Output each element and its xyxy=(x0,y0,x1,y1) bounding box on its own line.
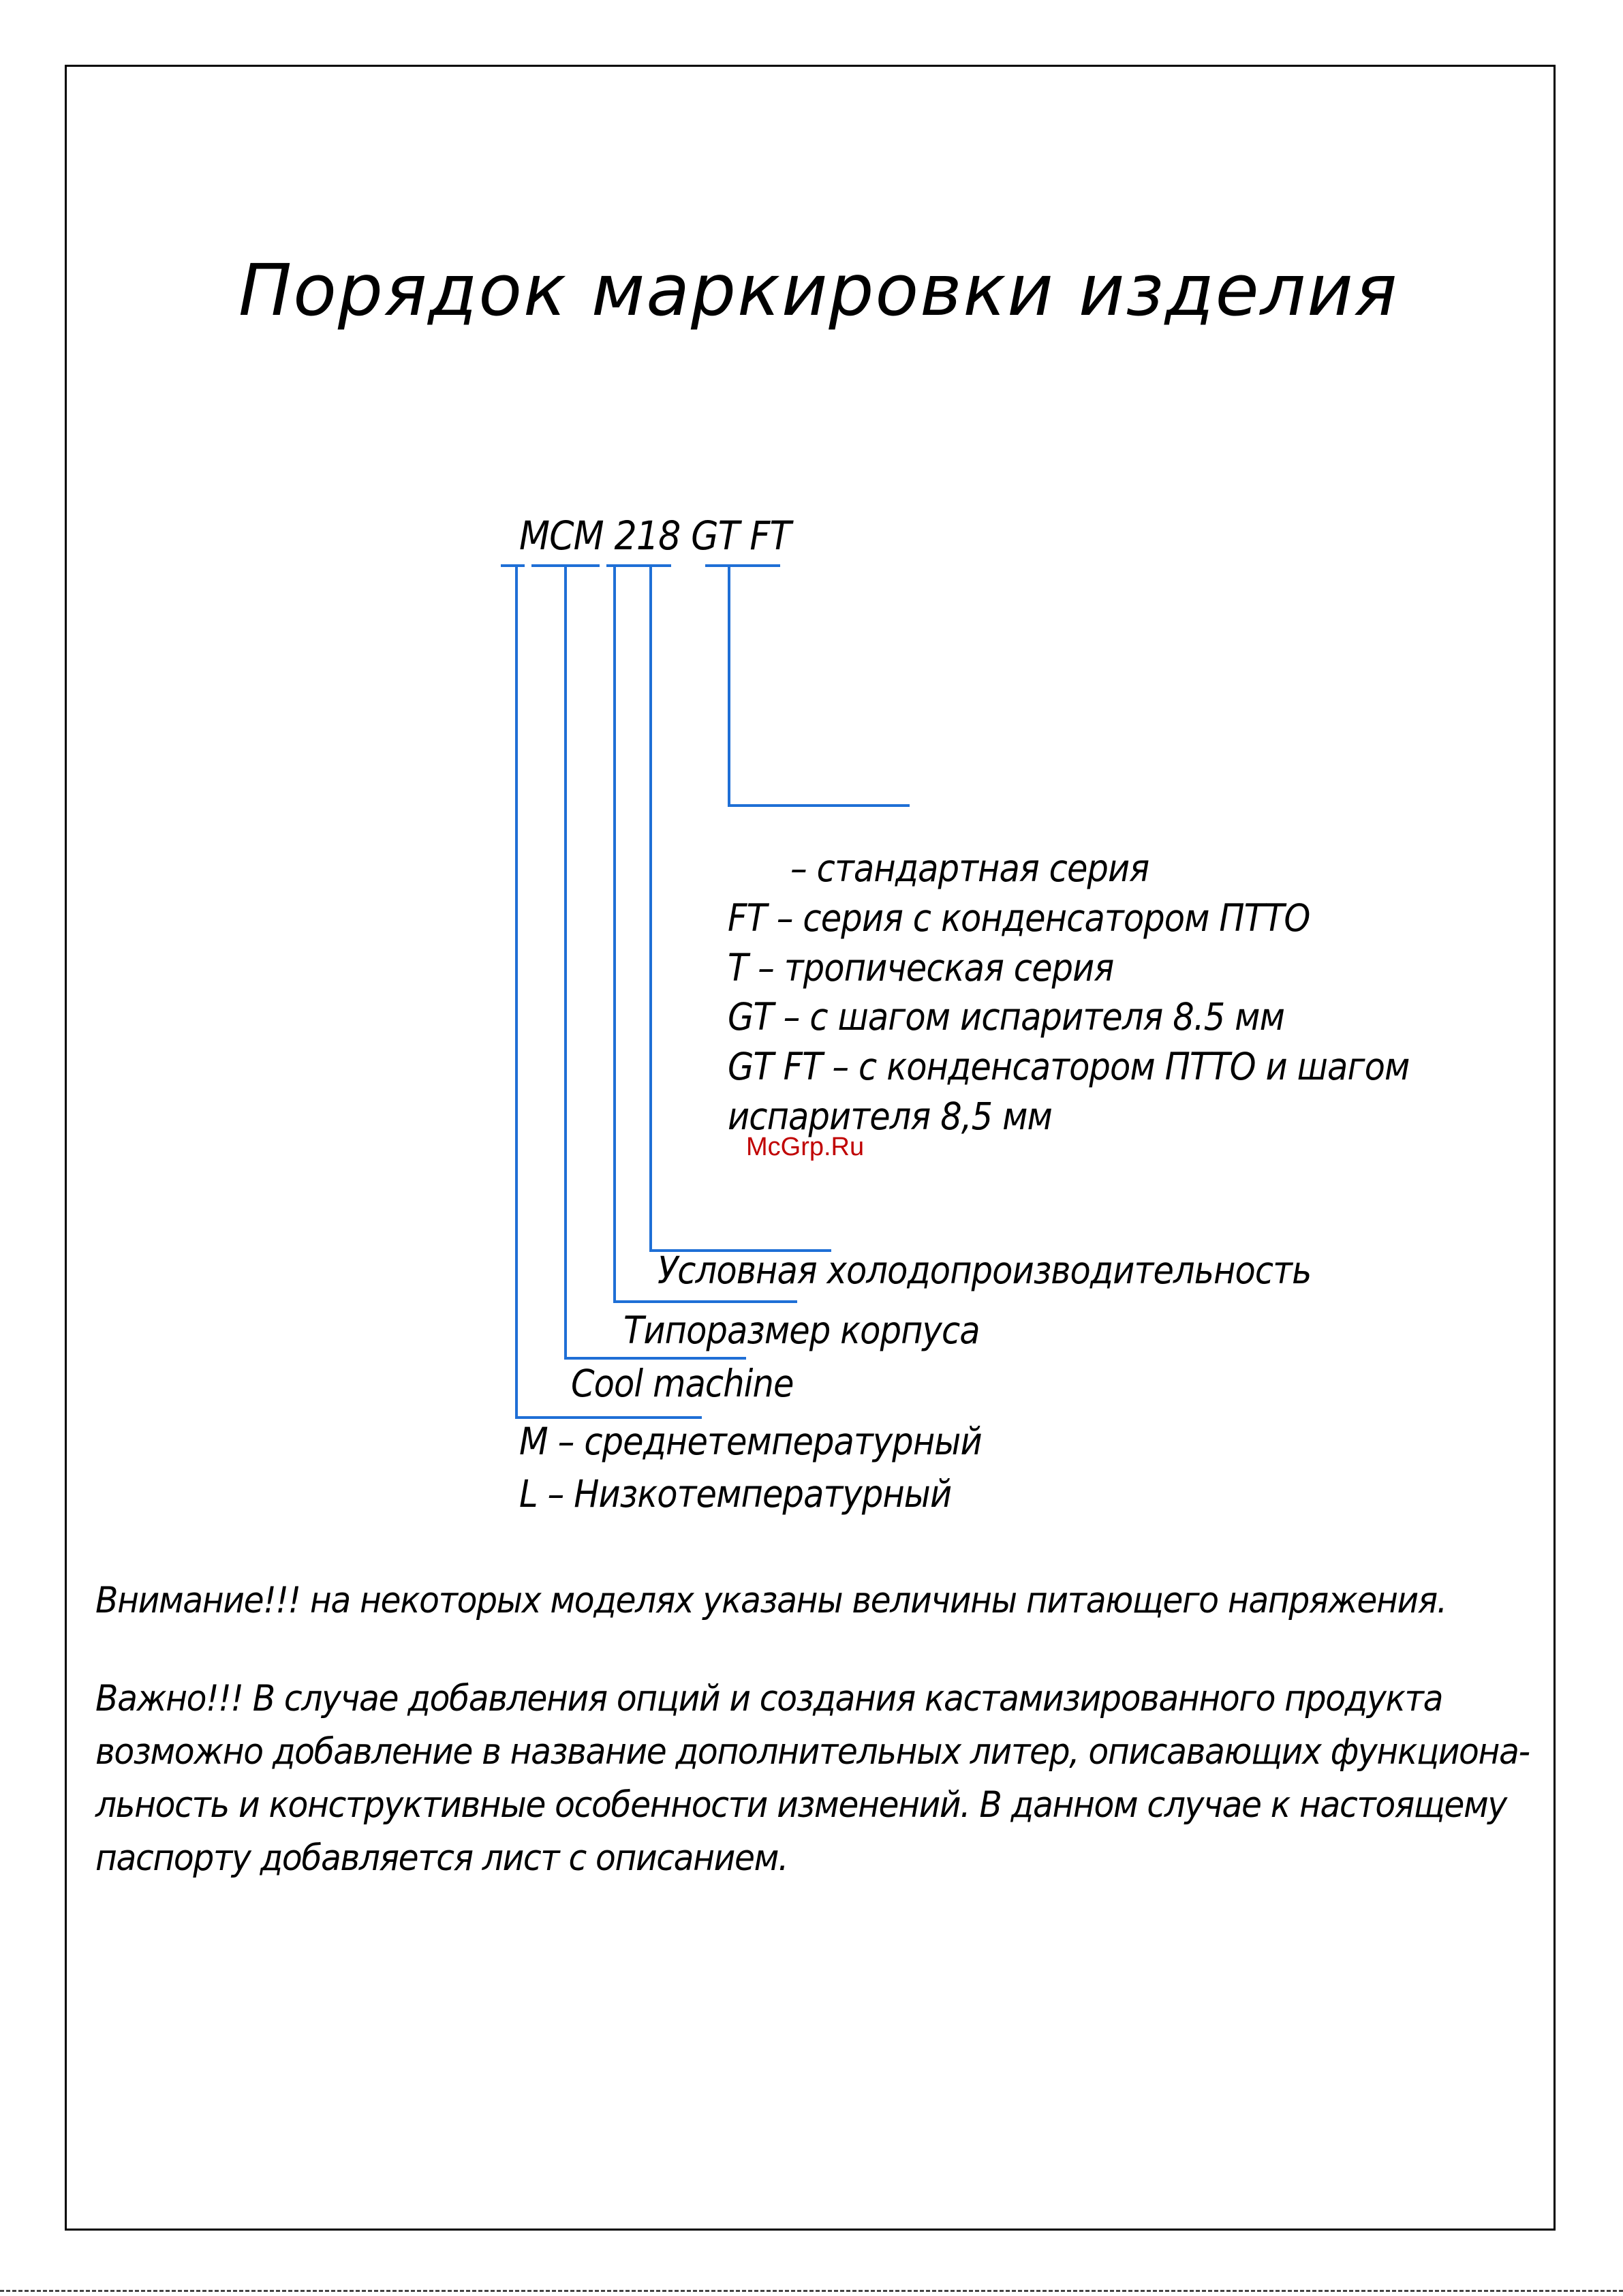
note-important-line-1: Важно!!! В случае добавления опций и создания кастамизированного продукта xyxy=(95,1678,1443,1719)
label-size: Типоразмер корпуса xyxy=(623,1308,980,1352)
series-line-2: FT – серия с конденсатором ПТТО xyxy=(728,896,1310,940)
note-important-line-4: паспорту добавляется лист с описанием. xyxy=(95,1837,788,1879)
series-line-3: T – тропическая серия xyxy=(728,946,1114,990)
series-line-4: GT – с шагом испарителя 8.5 мм xyxy=(728,995,1285,1039)
label-capacity: Условная холодопроизводительность xyxy=(658,1249,1312,1292)
note-attention: Внимание!!! на некоторых моделях указаны величины питающего напряжения. xyxy=(95,1580,1447,1621)
note-important-line-3: льность и конструктивные особенности изменений. В данном случае к настоящему xyxy=(95,1784,1506,1826)
label-medium-temp: M – среднетемпературный xyxy=(519,1420,982,1463)
watermark: McGrp.Ru xyxy=(746,1133,865,1161)
model-code: MCM 218 GT FT xyxy=(519,512,791,559)
page-title: Порядок маркировки изделия xyxy=(238,249,1399,332)
series-line-6: испарителя 8,5 мм xyxy=(728,1095,1052,1138)
label-low-temp: L – Низкотемпературный xyxy=(519,1472,952,1516)
page-cut-line xyxy=(0,2290,1623,2292)
series-line-5: GT FT – с конденсатором ПТТО и шагом xyxy=(728,1045,1410,1088)
leader-cool xyxy=(566,566,746,1358)
note-important-line-2: возможно добавление в название дополнительных литер, описавающих функциона- xyxy=(95,1731,1530,1773)
label-cool-machine: Cool machine xyxy=(571,1362,794,1405)
series-line-1: – стандартная серия xyxy=(790,846,1149,890)
leader-series xyxy=(729,566,910,806)
